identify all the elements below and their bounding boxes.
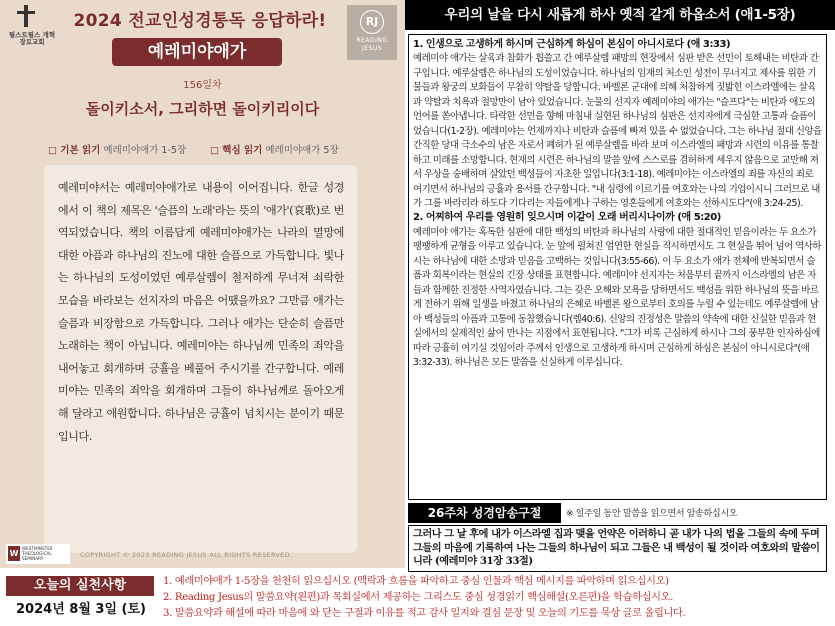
section-2-heading: 2. 어찌하여 우리를 영원히 잊으시며 이같이 오래 버리시나이까 (애 5:20): [413, 212, 721, 224]
passage-summary: 예레미야서는 예레미야애가로 내용이 이어집니다. 한글 성경에서 이 책의 제목은 '슬픔의 노래'라는 뜻의 '애가'(哀歌)로 번역되었습니다. 책의 이름답게 예레미야애가는 나라의 멸망에 대한 아픔과 하나님의 진노에 대한 슬픔으로 가득합니다. 빛나는 하나님의 도성이었던 예루살렘이 철저하게 무너져 쇠락한 모습을 바라보는 선지자의 마음은 어땠을까요? 그만큼 애가는 슬픔과 비장함으로 가득합니다. 그러나 애가는 단순히 슬픔만 노래하는 책이 아닙니다. 예레미야는 하나님께 민족의 죄악을 내어놓고 회개하며 긍휼을 베풀어 주시기를 간구합니다. 예레미야는 민족의 죄악을 회개하며 그들이 하나님께로 돌아오게 해 달라고 애원합니다. 하나님은 긍휼이 넘치시는 분이기 때문입니다.: [58, 181, 344, 443]
section-1-heading: 1. 인생으로 고생하게 하시며 근심하게 하심이 본심이 아니시로다 (애 3:33): [413, 39, 731, 50]
memory-verse-text: 그러나 그 날 후에 내가 이스라엘 집과 맺을 언약은 이러하니 곧 내가 나의 법을 그들의 속에 두며 그들의 마음에 기록하여 나는 그들의 하나님이 되고 그들은 내 백성이 될 것이라 여호와의 말씀이니라 (예레미야 31장 33절): [413, 528, 820, 568]
practice-item: 1. 예레미야애가 1-5장을 천천히 읽으십시오 (맥락과 흐름을 파악하고 중심 인물과 핵심 메시지를 파악하며 읽으십시오): [163, 576, 669, 587]
commentary-header: 우리의 날을 다시 새롭게 하사 옛적 같게 하옵소서 (애1-5장): [405, 0, 835, 30]
seminary-crest-icon: W: [8, 546, 20, 561]
reading-jesus-logo: [347, 5, 397, 60]
church-name: 필스트필스 개혁장로교회: [8, 31, 56, 46]
core-reading: [210, 142, 339, 156]
core-reading-label: □ 핵심 읽기: [210, 145, 263, 156]
seminary-logo-text: WESTMINSTER THEOLOGICAL SEMINARY: [22, 546, 53, 561]
core-reading-value: 예레미야애가 5장: [265, 145, 339, 156]
memory-verse-note: ※ 일주일 동안 말씀을 읽으면서 암송하십시오: [566, 509, 738, 519]
passage-card: [44, 165, 357, 553]
rj-monogram-icon: RJ: [360, 10, 384, 34]
book-banner: 예레미야애가: [112, 38, 282, 66]
basic-reading-value: 예레미야애가 1-5장: [103, 145, 187, 156]
cross-icon: [24, 5, 28, 27]
basic-reading-label: □ 기본 읽기: [48, 145, 101, 156]
copyright: COPYRIGHT © 2023 READING JESUS ALL RIGHTS RESERVED.: [80, 551, 293, 559]
section-1-body: 예레미야 애가는 살육과 참화가 휩쓸고 간 예루살렘 패망의 현장에서 심판 받은 선민이 토해내는 비탄과 간구입니다. 예루살렘은 하나님의 도성이었습니다. 하나님의 임재의 처소인 성전이 무너지고 제사를 위한 기물들과 왕궁의 보화들이 무참히 약탈을 당합니다. 바벨론 군대에 의해 처참하게 짓밟힌 이스라엘에는 살육과 약탈과 치욕과 절망만이 남아 있었습니다. 눈물의 선지자 예레미야의 애가는 "슬프다"는 비탄과 애도의 언어를 쏟아냅니다. 타락한 선민을 향해 마침내 실현된 하나님의 심판은 선지자에게 극심한 고통과 슬픔이었습니다(1-2장). 예레미야는 언제까지나 비탄과 슬픔에 빠져 있을 수 없었습니다. 그는 하나님 절대 신앙을 간직한 당대 극소수의 남은 자로서 폐허가 된 예루살렘을 바라 보며 이스라엘의 패망과 시련의 이유를 통찰하고 미래를 소망합니다. 현재의 시련은 하나님의 말씀 앞에 스스로를 겸허하게 세우지 않음으로 교만해 져서 우상을 숭배하며 살았던 백성들이 자초한 일입니다(3:1-18). 예레미야는 이스라엘의 죄를 자신의 죄로 여기면서 하나님의 긍휼과 용서를 간구합니다. "내 심령에 이르기를 여호와는 나의 기업이시니 그러므로 내가 그를 바라리라 하도다 기다리는 자들에게나 구하는 영혼들에게 여호와는 선하시도다"(애 3:24-25).: [413, 53, 822, 209]
commentary-text: [413, 38, 823, 370]
practice-date: 2024년 8월 3일 (토): [16, 602, 146, 617]
practice-item: 3. 말씀요약과 해설에 따라 마음에 와 닫는 구절과 이유를 적고 감사 일지와 결심 문장 및 오늘의 기도를 묵상 글로 올립니다.: [163, 608, 686, 620]
day-title: 돌이키소서, 그리하면 돌이키리이다: [85, 100, 320, 118]
commentary-box: [408, 34, 827, 500]
practice-banner: 오늘의 실천사항: [6, 576, 154, 596]
church-logo: [6, 5, 58, 45]
day-label: 156일차: [183, 80, 222, 91]
seminary-logo: [6, 544, 70, 564]
main-title: 2024 전교인성경통독 응답하라!: [73, 11, 327, 31]
memory-verse-box: [408, 525, 827, 572]
memory-verse-banner: 26주차 성경암송구절: [408, 503, 561, 523]
practice-item: 2. Reading Jesus의 말씀요약(왼편)과 목회실에서 제공하는 그리스도 중심 성경읽기 핵심해설(오른편)을 학습하십시오.: [163, 592, 673, 604]
basic-reading: [48, 142, 186, 156]
practice-list: [163, 574, 833, 623]
section-2-body: 예레미야 애가는 혹독한 심판에 대한 백성의 비탄과 하나님의 사랑에 대한 절대적인 믿음이라는 두 요소가 팽팽하게 균형을 이루고 있습니다. 눈 앞에 펼쳐진 엄연한 현실을 직시하면서도 그 현실을 뛰어 넘어 역사하시는 하나님에 대한 소망과 믿음을 고백하는 것입니다(3:55-66). 이 두 요소가 애가 전체에 반복되면서 슬픔과 회복이라는 현실의 긴장 상태를 표현합니다. 예레미야 선지자는 처음부터 끝까지 이스라엘의 남은 자들과 함께한 진정한 사역자였습니다. 그는 갖은 오해와 모욕을 당하면서도 백성을 위한 하나님의 뜻을 바르게 전하기 위해 일생을 바쳤고 하나님의 은혜로 바벨론 왕으로부터 호의를 누릴 수 있는데도 예루살렘에 남아 백성들의 아픔과 고통에 동참했습니다(렘40:6). 신앙의 진정성은 말씀의 약속에 대한 신실한 믿음과 현실에서의 실제적인 삶이 만나는 지점에서 표현됩니다. "그가 비록 근심하게 하시나 그의 풍부한 인자하심에 따라 긍휼히 여기실 것임이라 주께서 인생으로 고생하게 하시며 근심하게 하심은 본심이 아니시로다"(애3:32-33). 하나님은 모든 말씀을 신실하게 이루십니다.: [413, 226, 822, 368]
rj-logo-text: READING JESUS: [356, 37, 388, 52]
